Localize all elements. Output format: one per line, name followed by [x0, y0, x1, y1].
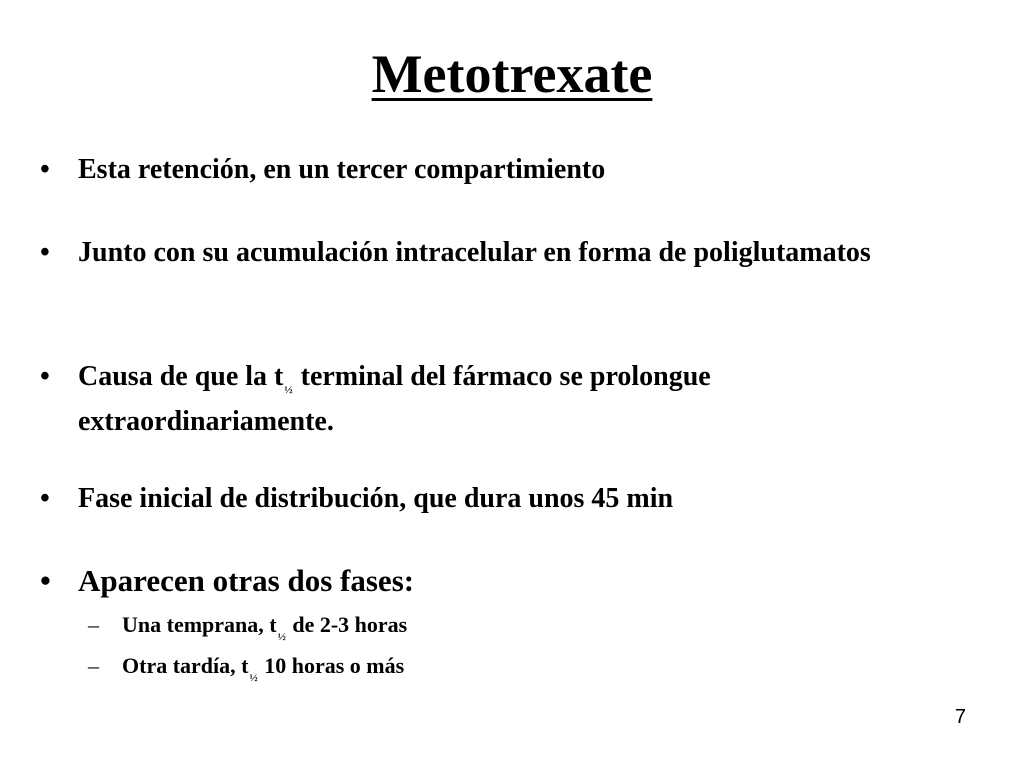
bullet-text: Fase inicial de distribución, que dura unos 45 min	[78, 483, 674, 514]
sub-bullet-text-after: 10 horas o más	[258, 653, 405, 678]
bullet-item-accumulation	[40, 233, 940, 273]
sub-bullet-marker: –	[88, 612, 99, 637]
sub-bullet-text-after: de 2-3 horas	[286, 612, 408, 637]
bullet-item-initial-phase	[40, 479, 940, 519]
page-number: 7	[954, 706, 966, 728]
sub-bullet-item-early	[88, 609, 888, 645]
half-subscript: ½	[284, 384, 292, 396]
bullet-item-other-phases	[40, 561, 940, 601]
half-subscript: ½	[277, 631, 285, 643]
sub-bullet-item-late	[88, 650, 888, 686]
bullet-item-retention	[40, 150, 940, 190]
sub-bullet-text	[122, 650, 404, 686]
sub-bullet-text-before: Otra tardía, t	[122, 653, 249, 678]
bullet-marker: •	[40, 483, 50, 514]
bullet-text: Esta retención, en un tercer compartimiento	[78, 154, 606, 185]
bullet-marker: •	[40, 237, 50, 268]
sub-bullet-text-before: Una temprana, t	[122, 612, 277, 637]
half-subscript: ½	[249, 672, 257, 684]
bullet-text-before: Causa de que la t	[78, 361, 284, 392]
bullet-text	[78, 357, 940, 442]
bullet-text: Aparecen otras dos fases:	[78, 563, 415, 598]
sub-bullet-text	[122, 609, 407, 645]
slide-title-text: Metotrexate	[371, 44, 653, 104]
bullet-marker: •	[40, 154, 50, 185]
sub-bullet-marker: –	[88, 653, 99, 678]
bullet-item-half-life	[40, 357, 940, 442]
bullet-text: Junto con su acumulación intracelular en forma de poliglutamatos	[78, 237, 871, 268]
bullet-marker: •	[40, 563, 51, 598]
bullet-text-after: terminal del fármaco se prolongue extraordinariamente.	[78, 361, 711, 437]
bullet-marker: •	[40, 361, 50, 392]
slide-title	[0, 42, 1024, 107]
